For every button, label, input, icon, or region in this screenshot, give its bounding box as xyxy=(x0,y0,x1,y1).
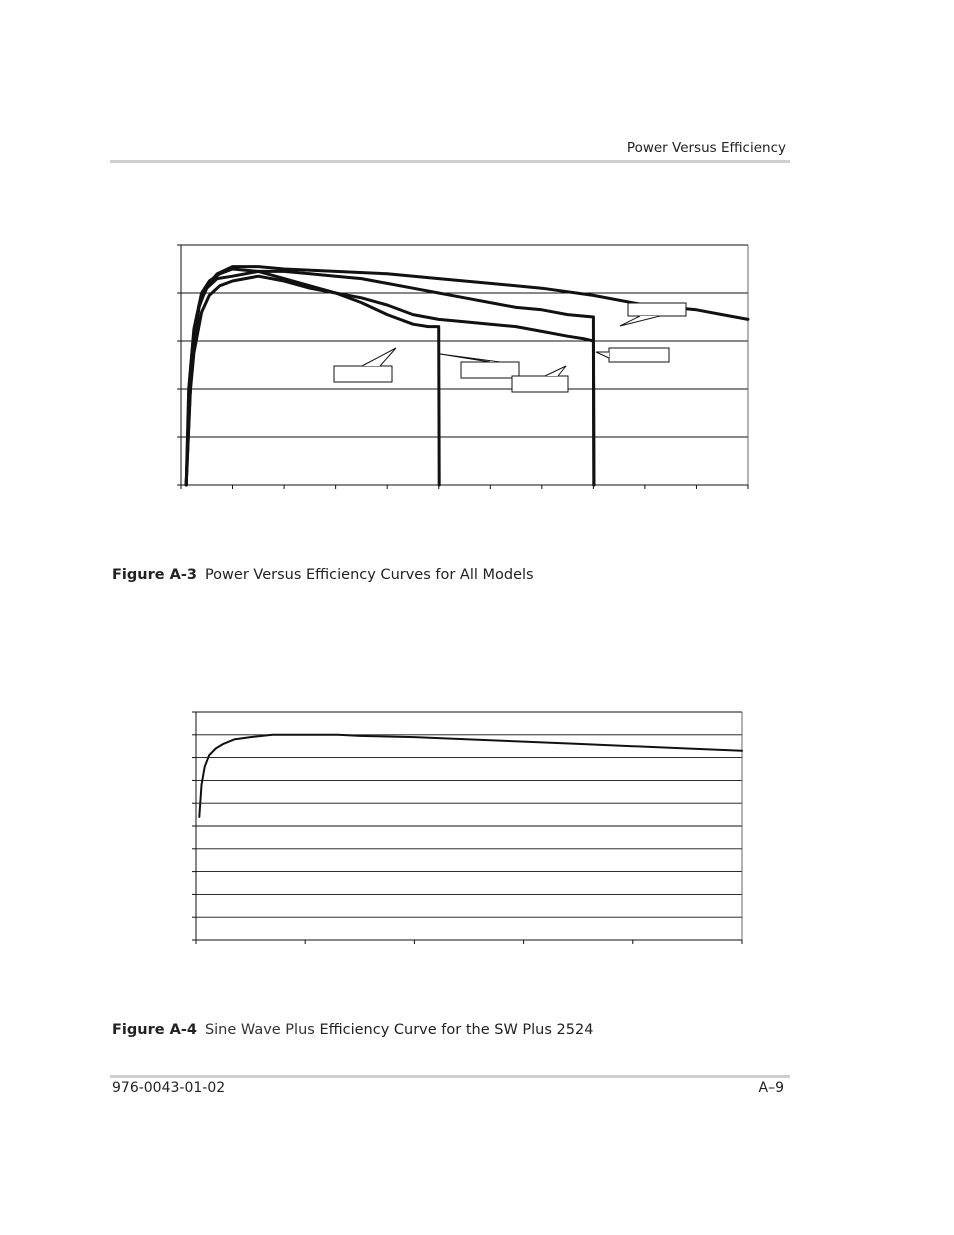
footer-rule xyxy=(110,1075,790,1078)
figure-a4-caption-prefix: Sine Wave Plus xyxy=(204,1022,315,1038)
figure-a4-caption-rest: Efficiency Curve for the SW Plus 2524 xyxy=(314,1022,594,1038)
figure-a3-caption-text: Power Versus Efficiency Curves for All Models xyxy=(204,567,534,583)
figure-a4-caption xyxy=(112,1022,593,1038)
figure-a4-number: Figure A-4 xyxy=(112,1022,197,1038)
doc-number: 976-0043-01-02 xyxy=(112,1080,226,1096)
page-number: A–9 xyxy=(758,1080,784,1096)
running-head: Power Versus Efficiency xyxy=(626,140,786,156)
series-line-1 xyxy=(199,735,742,817)
figure-a3-number: Figure A-3 xyxy=(112,567,197,583)
